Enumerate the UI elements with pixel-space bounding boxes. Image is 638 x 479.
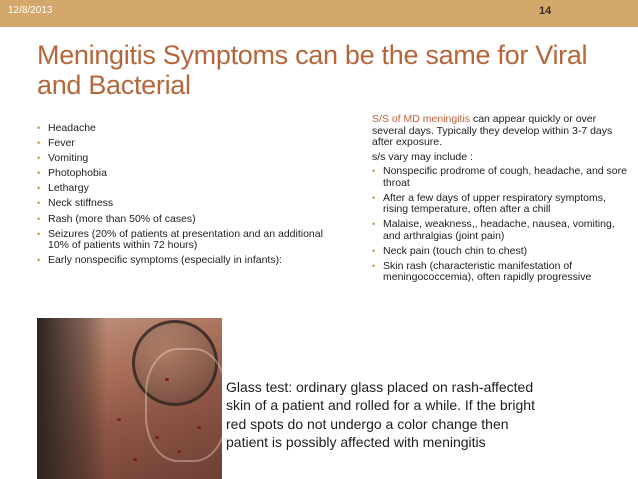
md-meningitis-column [372,114,630,287]
list-item-text: Neck pain (touch chin to chest) [383,244,528,257]
list-item [37,138,325,150]
md-symptom-list [372,166,630,284]
bullet-dot-icon: • [37,228,41,239]
bullet-dot-icon: • [37,153,41,164]
list-item [37,198,325,210]
list-item [372,246,630,258]
list-item [372,219,630,242]
list-item-text: Vomiting [48,152,89,165]
list-item-text: Neck stiffness [48,197,114,210]
bullet-dot-icon: • [372,166,376,176]
list-item [37,229,325,252]
list-item-text: Fever [48,137,75,150]
list-item [372,193,630,216]
top-bar [0,0,638,27]
vary-label: s/s vary may include : [372,150,473,163]
list-item [37,153,325,165]
list-item-text: Seizures (20% of patients at presentation and an additional 10% of patients within 72 hours) [48,227,323,252]
intro-text: can appear quickly or over several days. Typically they develop within 3-7 days after exposure. [372,113,613,148]
bullet-dot-icon: • [372,192,376,203]
slide-date: 12/8/2013 [8,5,53,16]
rash-spot [117,418,121,421]
list-item-text: Headache [48,122,96,134]
bullet-dot-icon: • [37,198,41,209]
photo-shadow [37,318,107,479]
bullet-dot-icon: • [37,168,41,179]
rash-spot [133,458,137,461]
list-item [37,214,325,226]
bullet-dot-icon: • [372,260,376,271]
rash-spot [165,378,169,381]
bullet-dot-icon: • [37,138,41,149]
list-item-text: Nonspecific prodrome of cough, headache, and sore throat [383,165,627,189]
list-item-text: Photophobia [48,167,107,180]
list-item [372,261,630,284]
list-item [37,183,325,195]
list-item-text: Malaise, weakness,, headache, nausea, vomiting, and arthralgias (joint pain) [383,218,615,242]
rash-spot [155,436,159,439]
bullet-dot-icon: • [37,213,41,224]
symptom-list [37,123,325,270]
list-item [372,166,630,189]
bullet-dot-icon: • [372,219,376,229]
bullet-dot-icon: • [37,255,41,266]
slide-number: 14 [539,5,552,17]
list-item [37,168,325,180]
glass-reflection [145,348,222,462]
glass-test-caption: Glass test: ordinary glass placed on rash-affected skin of a patient and rolled for a while. If the bright red spots do not undergo a color change then patient is possibly affected with meningitis [226,379,535,450]
slide-title: Meningitis Symptoms can be the same for Viral and Bacterial [37,40,588,100]
rash-spot [177,450,181,453]
list-item-text: Lethargy [48,182,89,195]
bullet-dot-icon: • [37,183,41,194]
list-item-text: Rash (more than 50% of cases) [48,212,196,225]
list-item-text: After a few days of upper respiratory symptoms, rising temperature, often after a chill [383,191,606,215]
list-item-text: Early nonspecific symptoms (especially in infants): [48,254,283,267]
intro-paragraph [372,114,630,149]
list-item [37,255,325,267]
bullet-dot-icon: • [372,245,376,256]
md-meningitis-highlight: S/S of MD meningitis [372,113,471,125]
rash-spot [197,426,201,429]
glass-test-photo [37,318,222,479]
list-item [37,123,325,135]
bullet-dot-icon: • [37,123,41,133]
list-item-text: Skin rash (characteristic manifestation of meningococcemia), often rapidly progressive [383,259,592,283]
